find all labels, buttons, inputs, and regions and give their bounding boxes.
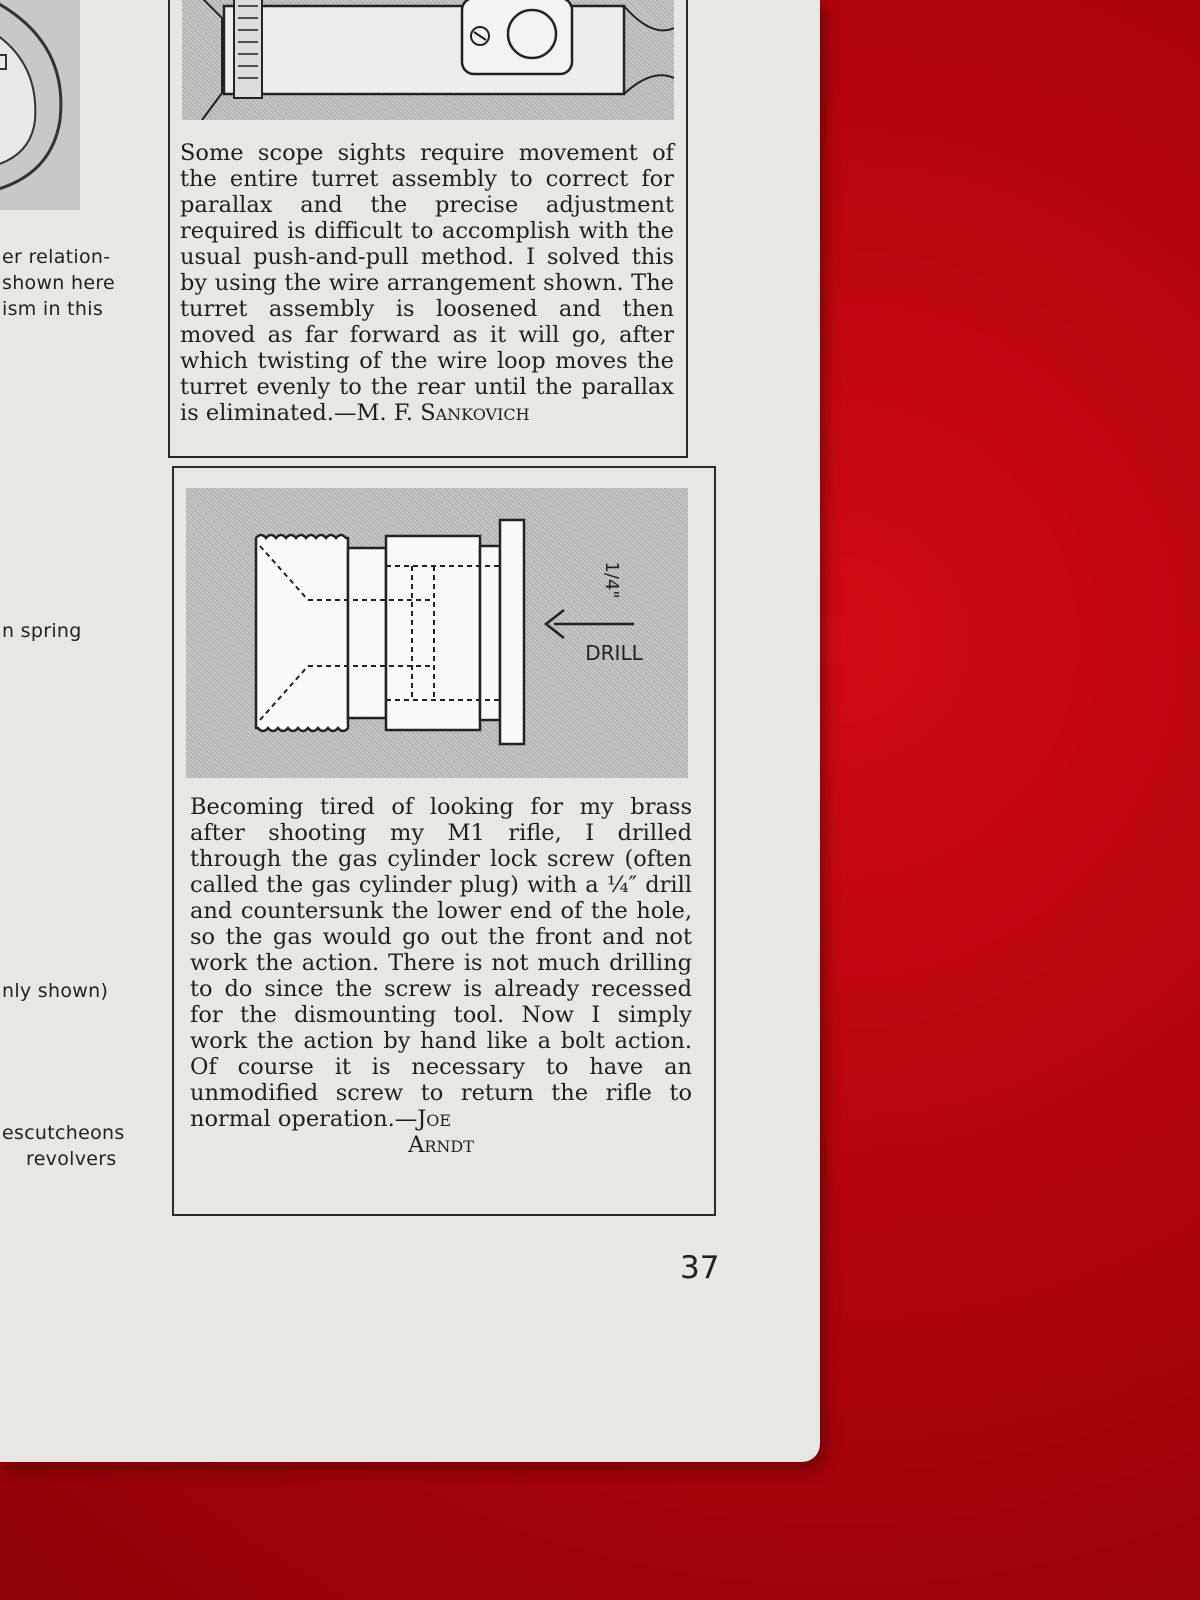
article-2-body: Becoming tired of looking for my brass after shooting my M1 rifle, I drilled through the gas cylinder lock screw (often called the gas cylinder plug) with a ¼″ drill and countersunk the lower end of the hole, so the gas would go out the front and not work the action. There is not much drilling to do since the screw is already recessed for the dismounting tool. Now I simply work the action by hand like a bolt action. Of course it is necessary to have an unmodified screw to return the rifle to normal operation. [190,794,692,1132]
article-1-author: M. F. Sankovich [356,400,530,426]
partial-scope-illustration [0,0,80,210]
scope-turret-drawing [182,0,674,120]
article-2-caption [190,794,692,1158]
article-2-dash: — [394,1106,418,1132]
tip-box-m1-rifle [172,466,716,1216]
left-column-text: nly shown) [2,980,109,1002]
article-1-dash: — [333,400,357,426]
left-column-text: escutcheons [2,1122,125,1144]
left-column-text: shown here [2,272,116,294]
page-number: 37 [680,1250,720,1286]
left-column-text: ism in this [2,298,104,320]
gas-cylinder-plug-illustration [186,488,688,778]
left-column-text: n spring [2,620,82,642]
tip-box-scope-parallax [168,0,688,458]
drill-label: DRILL [585,641,643,665]
article-1-body: Some scope sights require movement of the entire turret assembly to correct for parallax and the precise adjustment required is difficult to accomplish with the usual push-and-pull method. I solved this by using the wire arrangement shown. The turret assembly is loosened and then moved as far forward as it will go, after which twisting of the wire loop moves the turret evenly to the rear until the parallax is eliminated. [180,140,674,426]
scope-turret-illustration [182,0,674,120]
left-column-text: er relation- [2,246,111,268]
drill-size-label: 1/4" [601,561,622,599]
article-1-caption [180,140,674,426]
article-2-author-first: Joe [417,1106,452,1132]
left-column-text: revolvers [26,1148,117,1170]
gas-cylinder-plug-drawing [186,488,688,778]
article-2-author-last: Arndt [408,1132,474,1158]
